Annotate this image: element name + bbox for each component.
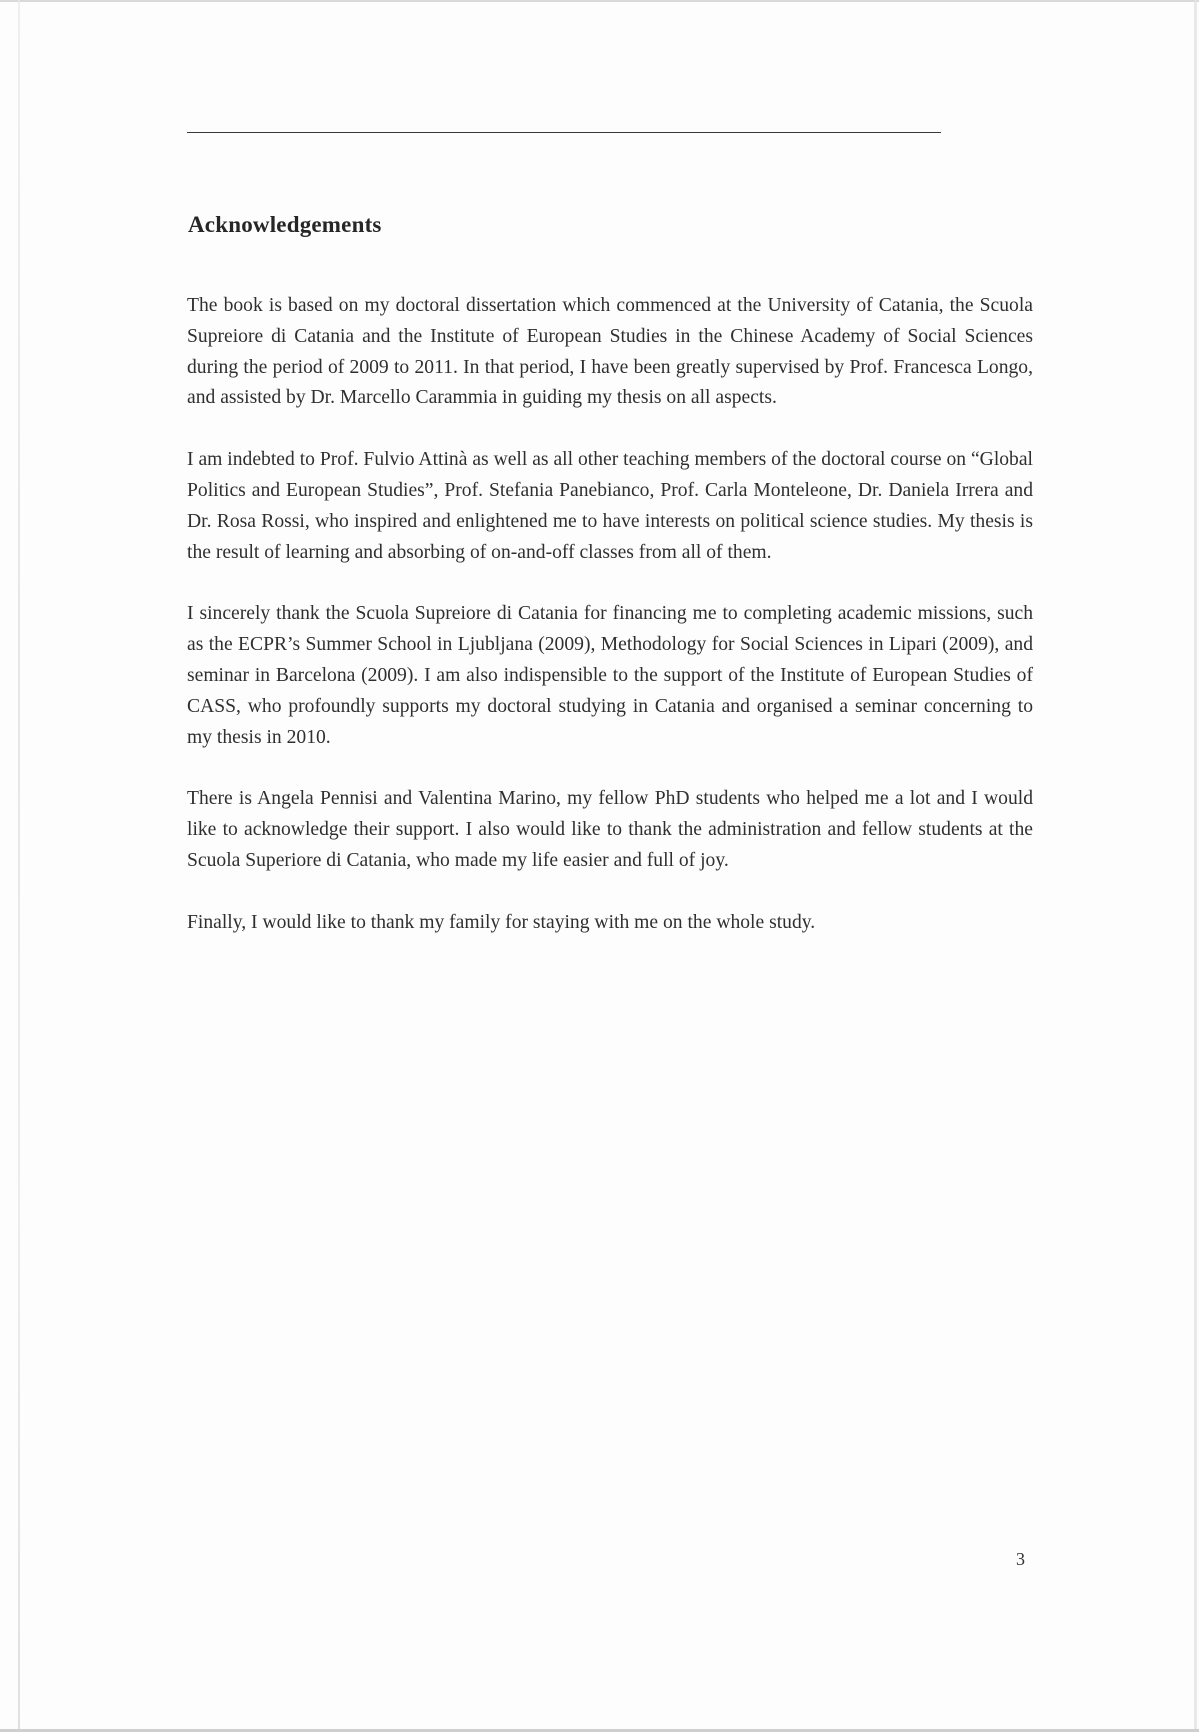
paragraph-5: Finally, I would like to thank my family for staying with me on the whole study.	[187, 911, 816, 933]
scan-edge-right	[1194, 0, 1197, 1732]
paragraph-3: I sincerely thank the Scuola Supreiore di Catania for financing me to completing academic missions, such as the ECPR’s Summer School in Ljubljana (2009), Methodology for Social Sciences in Lipari (2009), and seminar in Barcelona (2009). I am also indispensible to the support of the Institute of European Studies of CASS, who profoundly supports my doctoral studying in Catania and organised a seminar concerning to my thesis in 2010.	[187, 603, 1033, 748]
page-heading: Acknowledgements	[188, 212, 382, 237]
paragraph-1: The book is based on my doctoral dissertation which commenced at the University of Catania, the Scuola Supreiore di Catania and the Institute of European Studies in the Chinese Academy of Social Sciences during the period of 2009 to 2011. In that period, I have been greatly supervised by Prof. Francesca Longo, and assisted by Dr. Marcello Carammia in guiding my thesis on all aspects.	[187, 295, 1033, 409]
header-rule	[187, 132, 941, 133]
paragraph-2: I am indebted to Prof. Fulvio Attinà as well as all other teaching members of the doctoral course on “Global Politics and European Studies”, Prof. Stefania Panebianco, Prof. Carla Monteleone, Dr. Daniela Irrera and Dr. Rosa Rossi, who inspired and enlightened me to have interests on political science studies. My thesis is the result of learning and absorbing of on-and-off classes from all of them.	[187, 449, 1033, 563]
scan-edge-top	[0, 0, 1199, 2]
paragraph-4: There is Angela Pennisi and Valentina Marino, my fellow PhD students who helped me a lot and I would like to acknowledge their support. I also would like to thank the administration and fellow students at the Scuola Superiore di Catania, who made my life easier and full of joy.	[187, 788, 1033, 871]
scan-edge-left	[18, 0, 20, 1732]
page-number: 3	[1016, 1549, 1025, 1569]
acknowledgements-body	[187, 291, 1033, 970]
